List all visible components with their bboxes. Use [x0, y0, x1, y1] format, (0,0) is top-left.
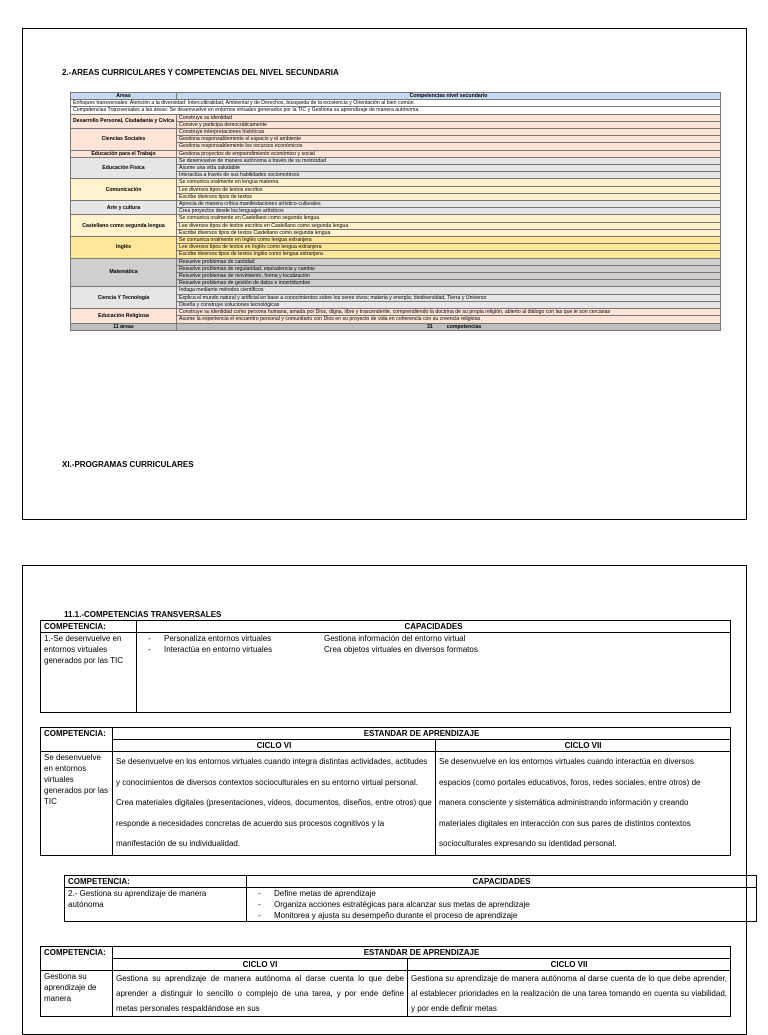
capacidades-list: [250, 888, 753, 921]
competencia-cell: Gestiona responsablemente el espacio y el ambiente: [177, 136, 721, 143]
header-capacidades: CAPACIDADES: [137, 621, 731, 633]
capacidades-cell: [137, 633, 731, 713]
competencia-cell: Construye su identidad: [177, 114, 721, 121]
competencia-cell: Resuelve problemas de cantidad: [177, 258, 721, 265]
competencia-cell: Se comunica oralmente en Inglés como lengua extranjera: [177, 237, 721, 244]
competencia-cell: Explica el mundo natural y artificial en base a conocimientos sobre los seres vivos; materia y energía; biodiversidad, Tierra y Universo: [177, 294, 721, 301]
area-name: Matemática: [71, 258, 177, 287]
competencia-cell: Se desenvuelve de manera autónoma a través de su motricidad: [177, 157, 721, 164]
competencia-cell: Indaga mediante métodos científicos: [177, 287, 721, 294]
header-competencia: COMPETENCIA:: [41, 621, 137, 633]
table-row: [71, 237, 721, 244]
competencia-cell: Lee diversos tipos de textos escritos: [177, 186, 721, 193]
competencia-cell: Interactúa a través de sus habilidades sociomotrices: [177, 172, 721, 179]
capacidades-cell: [247, 888, 757, 922]
table-row: [71, 201, 721, 208]
capacidad-item: - Define metas de aprendizaje: [258, 888, 753, 899]
estandar-ciclo-vi: Gestiona su aprendizaje de manera autónoma al darse cuenta lo que debe aprender a distinguir lo sencillo o complejo de una tarea, y por ende define metas personales respaldándose en sus: [113, 971, 408, 1017]
section-heading-programas: XI.-PROGRAMAS CURRICULARES: [62, 460, 194, 469]
competencia-cell: Diseña y construye soluciones tecnológicas: [177, 301, 721, 308]
competencia-name: 2.- Gestiona su aprendizaje de manera autónoma: [65, 888, 247, 922]
area-name: Educación Religiosa: [71, 309, 177, 323]
area-name: Desarrollo Personal, Ciudadanía y Cívica: [71, 114, 177, 128]
table-row: [71, 129, 721, 136]
competencia-cell: Escribe diversos tipos de textos: [177, 193, 721, 200]
capacidad-item: Crea objetos virtuales en diversos formatos: [324, 645, 478, 654]
competencia-cell: Resuelve problemas de movimiento, forma y localización: [177, 273, 721, 280]
section-heading-transversales: 11.1.-COMPETENCIAS TRANSVERSALES: [64, 610, 222, 619]
competencia-cell: Asume una vida saludable: [177, 165, 721, 172]
competencia-1-capacidades-table: [40, 620, 731, 713]
header-capacidades: CAPACIDADES: [247, 876, 757, 888]
competencia-name: Se desenvuelve en entornos virtuales generados por las TIC: [41, 752, 113, 856]
estandar-ciclo-vii: Se desenvuelve en los entornos virtuales cuando interactúa en diversos espacios (como portales educativos, foros, redes sociales, entre otros) de manera consciente y sistemática administrando información y creando materiales digitales en interacción con sus pares de distintos contextos socioculturales expresando su identidad personal.: [436, 752, 731, 856]
table-row: [71, 215, 721, 222]
capacidades-list-left: [140, 633, 324, 655]
competencia-cell: Gestiona proyectos de emprendimiento económico y social: [177, 150, 721, 157]
competencia-name: 1.-Se desenvuelve en entornos virtuales generados por las TIC: [41, 633, 137, 713]
competencia-cell: Construye su identidad como persona humana, amada por Dios, digna, libre y trascendente, comprendiendo la doctrina de su propia religión, abierto al diálogo con las que le son cercanas: [177, 309, 721, 316]
table-row: [71, 179, 721, 186]
area-name: Inglés: [71, 237, 177, 259]
competencia-cell: Escribe diversos tipos de textos Inglés como lengua extranjera: [177, 251, 721, 258]
competencia-cell: Crea proyectos desde los lenguajes artísticos: [177, 208, 721, 215]
competencia-cell: Resuelve problemas de regularidad, equivalencia y cambio: [177, 265, 721, 272]
table-row: [71, 157, 721, 164]
competencia-1-estandar-table: [40, 727, 731, 856]
competencia-cell: Escribe diversos tipos de textos Castellano como segunda lengua: [177, 229, 721, 236]
total-competencias: [177, 323, 721, 330]
competencia-2-estandar-table: [40, 946, 731, 1017]
area-name: Ciencias Sociales: [71, 129, 177, 151]
header-competencia: COMPETENCIA:: [41, 947, 113, 971]
header-ciclo-vii: CICLO VII: [436, 740, 731, 752]
competencia-cell: Convive y participa democráticamente: [177, 121, 721, 128]
header-ciclo-vii: CICLO VII: [408, 959, 731, 971]
capacidad-item: - Interactúa en entorno virtuales: [148, 644, 324, 655]
capacidad-item: - Organiza acciones estratégicas para alcanzar sus metas de aprendizaje: [258, 899, 753, 910]
competencia-cell: Construye interpretaciones históricas: [177, 129, 721, 136]
table-total-row: [71, 323, 721, 330]
competencia-cell: Se comunica oralmente en Castellano como segunda lengua: [177, 215, 721, 222]
capacidad-item: - Monitorea y ajusta su desempeño durante el proceso de aprendizaje: [258, 910, 753, 921]
capacidades-list-right: [324, 633, 478, 655]
table-row-enfoques: [71, 100, 721, 107]
header-areas: Áreas: [71, 93, 177, 100]
estandar-ciclo-vii: Gestiona su aprendizaje de manera autónoma al darse cuenta de lo que debe aprender, al establecer prioridades en la realización de una tarea tomando en cuenta su viabilidad, y por ende definir metas: [408, 971, 731, 1017]
estandar-ciclo-vi: Se desenvuelve en los entornos virtuales cuando integra distintas actividades, actitudes y conocimientos de diversos contextos socioculturales en su entorno virtual personal. Crea materiales digitales (presentaciones, videos, documentos, diseños, entre otros) que responde a necesidades concretas de acuerdo sus procesos cognitivos y la manifestación de su individualidad.: [113, 752, 436, 856]
areas-competencias-table: [70, 92, 721, 331]
area-name: Educación Física: [71, 157, 177, 179]
enfoques-text: Enfoques transversales: Atención a la diversidad: Intercultiralidad, Ambiental y de Derechos, búsqueda de la excelencia y Orientación al bien común.: [71, 100, 721, 107]
total-competencias-label: competencias: [446, 323, 482, 330]
header-competencia: COMPETENCIA:: [65, 876, 247, 888]
table-row: [71, 114, 721, 121]
capacidad-item: Gestiona información del entorno virtual: [324, 634, 466, 643]
table-header-row: [71, 93, 721, 100]
table-row-transversales: [71, 107, 721, 114]
transversales-text: Competencias Transversales a las áreas: Se desenvuelve en entornos virtuales generados por la TIC y Gestiona su aprendizaje de manera autónoma: [71, 107, 721, 114]
area-name: Castellano como segunda lengua: [71, 215, 177, 237]
section-heading-areas: 2.-AREAS CURRICULARES Y COMPETENCIAS DEL NIVEL SECUNDARIA: [62, 68, 339, 77]
area-name: Arte y cultura: [71, 201, 177, 215]
table-row: [71, 309, 721, 316]
total-areas: 11 áreas: [71, 323, 177, 330]
header-competencia: COMPETENCIA:: [41, 728, 113, 752]
capacidad-item: - Personaliza entornos virtuales: [148, 633, 324, 644]
table-row: [71, 150, 721, 157]
total-competencias-number: 31: [427, 323, 433, 330]
area-name: Educación para el Trabajo: [71, 150, 177, 157]
table-row: [71, 287, 721, 294]
competencia-cell: Se comunica oralmente en lengua materna: [177, 179, 721, 186]
area-name: Ciencia Y Tecnología: [71, 287, 177, 309]
competencia-cell: Lee diversos tipos de textos en Inglés como lengua extranjera: [177, 244, 721, 251]
competencia-cell: Aprecia de manera crítica manifestaciones artístico-culturales: [177, 201, 721, 208]
header-competencias: Competencias nivel secundario: [177, 93, 721, 100]
competencia-name: Gestiona su aprendizaje de manera: [41, 971, 113, 1017]
competencia-cell: Lee diversos tipos de textos escritos en Castellano como segunda lengua: [177, 222, 721, 229]
competencia-2-capacidades-table: [64, 875, 757, 922]
header-estandar: ESTANDAR DE APRENDIZAJE: [113, 947, 731, 959]
table-row: [71, 258, 721, 265]
competencia-cell: Resuelve problemas de gestión de datos e incertidumbre: [177, 280, 721, 287]
header-estandar: ESTANDAR DE APRENDIZAJE: [113, 728, 731, 740]
area-name: Comunicación: [71, 179, 177, 201]
competencia-cell: Gestiona responsablemente los recursos económicos: [177, 143, 721, 150]
competencia-cell: Asume la experiencia el encuentro personal y comunitario con Dios en su proyecto de vida en coherencia con su creencia religiosa: [177, 316, 721, 323]
header-ciclo-vi: CICLO VI: [113, 959, 408, 971]
header-ciclo-vi: CICLO VI: [113, 740, 436, 752]
